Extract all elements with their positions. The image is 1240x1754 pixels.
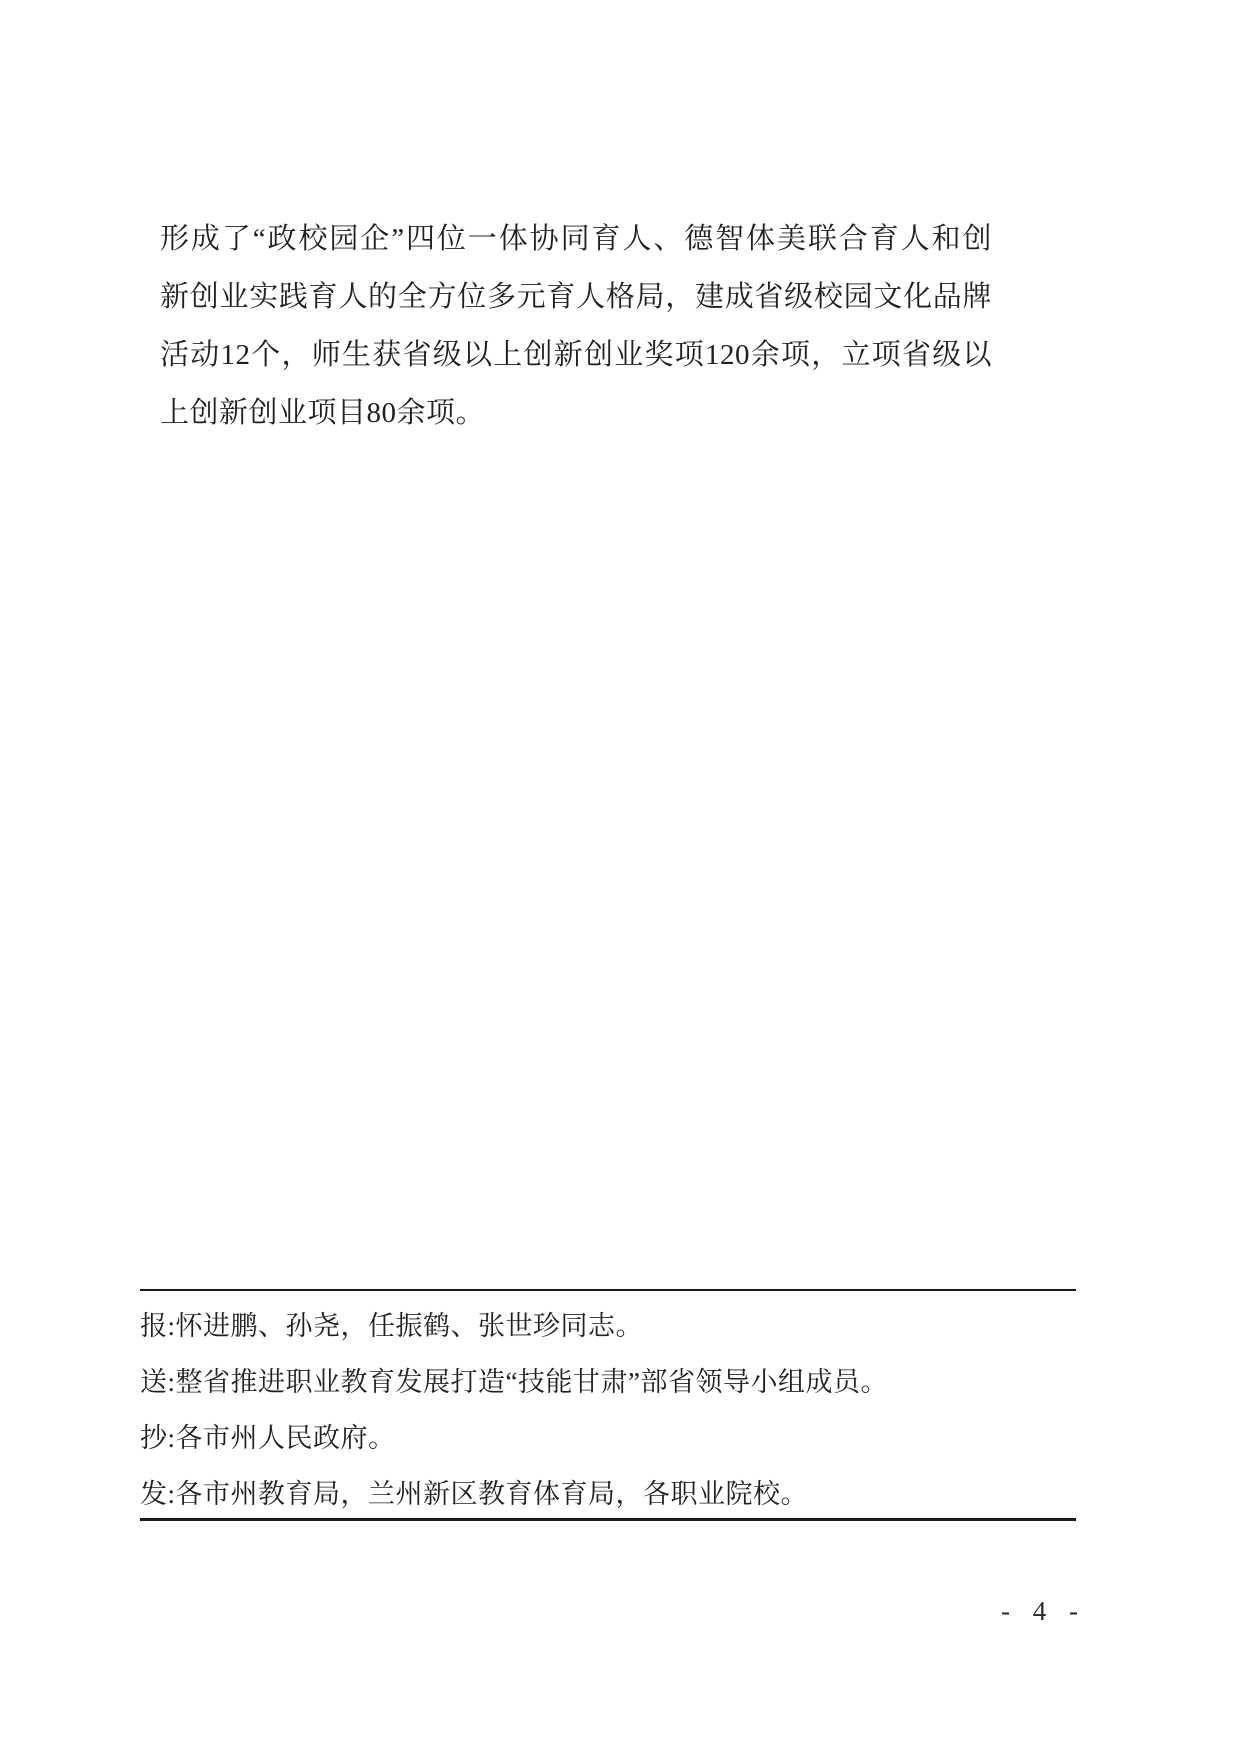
distribution-content: 各市州教育局，兰州新区教育体育局，各职业院校。: [175, 1479, 809, 1509]
paragraph-line: 活动12个，师生获省级以上创新创业奖项120余项，立项省级以: [160, 339, 992, 371]
distribution-row-fa: [140, 1466, 1076, 1522]
distribution-content: 各市州人民政府。: [175, 1423, 396, 1453]
distribution-content: 怀进鹏、孙尧，任振鹤、张世珍同志。: [175, 1311, 644, 1341]
paragraph-line: 上创新创业项目80余项。: [160, 397, 486, 429]
distribution-row-bao: [140, 1298, 1076, 1354]
distribution-label: 抄:: [140, 1423, 176, 1453]
page-number: - 4 -: [1001, 1596, 1082, 1626]
distribution-top-rule: [140, 1289, 1076, 1291]
distribution-label: 报:: [140, 1311, 176, 1341]
distribution-list: [140, 1298, 1076, 1522]
distribution-label: 发:: [140, 1479, 176, 1509]
body-paragraph: [160, 210, 992, 442]
distribution-label: 送:: [140, 1367, 176, 1397]
paragraph-line: 形成了“政校园企”四位一体协同育人、德智体美联合育人和创: [160, 223, 992, 255]
distribution-bottom-rule: [140, 1518, 1076, 1521]
paragraph-line: 新创业实践育人的全方位多元育人格局，建成省级校园文化品牌: [160, 281, 992, 313]
distribution-content: 整省推进职业教育发展打造“技能甘肃”部省领导小组成员。: [175, 1367, 888, 1397]
distribution-row-song: [140, 1354, 1076, 1410]
distribution-row-chao: [140, 1410, 1076, 1466]
